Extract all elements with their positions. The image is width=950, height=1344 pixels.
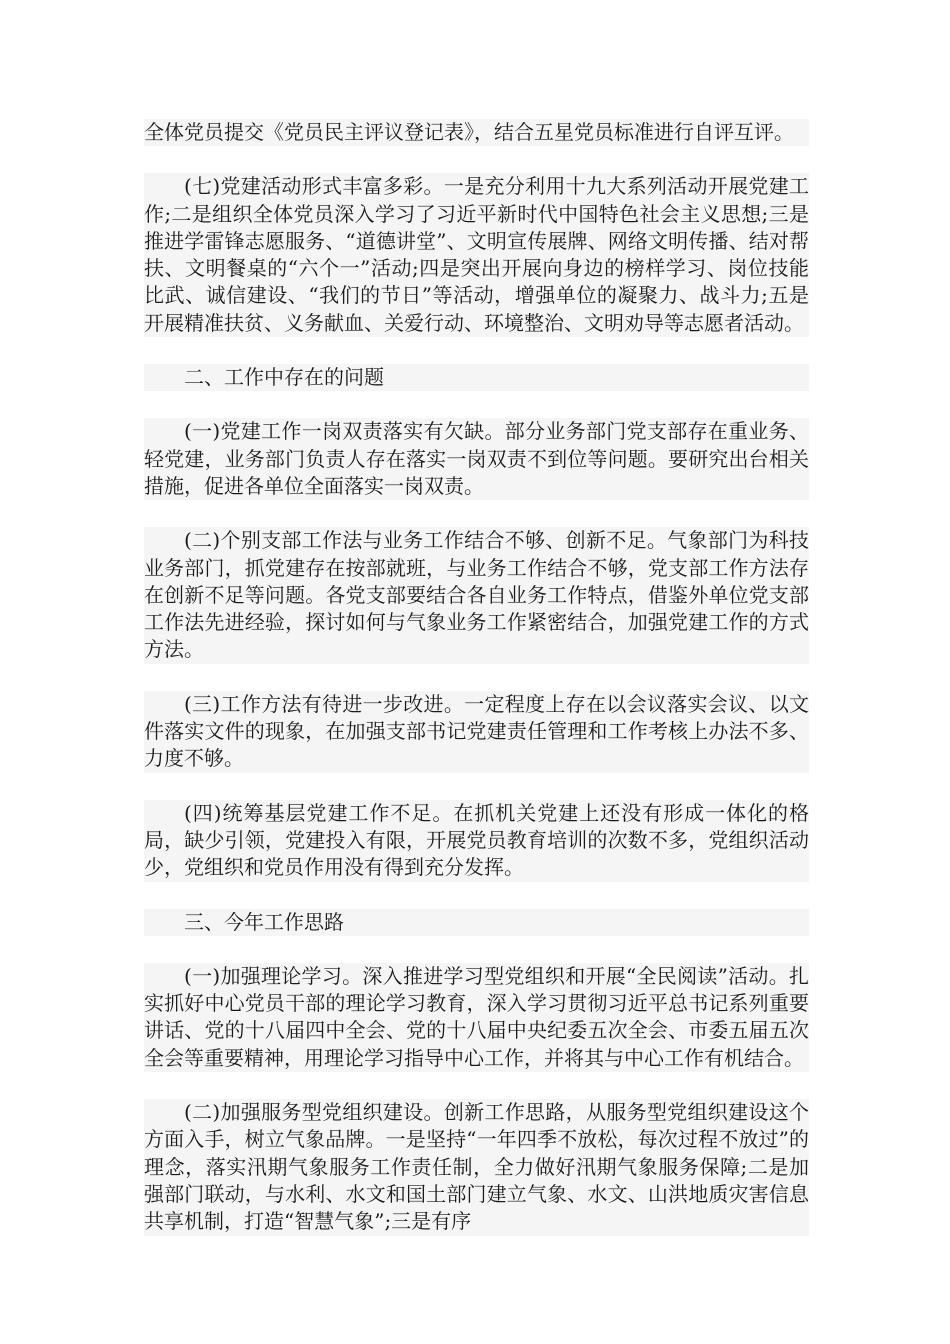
paragraph-block bbox=[144, 119, 809, 146]
document-page bbox=[144, 119, 809, 1263]
paragraph-problem-3: (三)工作方法有待进一步改进。一定程度上存在以会议落实会议、以文件落实文件的现象，在加强支部书记党建责任管理和工作考核上办法不多、力度不够。 bbox=[144, 691, 809, 771]
heading-block bbox=[144, 364, 809, 391]
section-heading-problems: 二、工作中存在的问题 bbox=[184, 365, 384, 390]
paragraph-block bbox=[144, 691, 809, 773]
paragraph-problem-2: (二)个别支部工作法与业务工作结合不够、创新不足。气象部门为科技业务部门，抓党建存在按部就班，与业务工作结合不够，党支部工作方法存在创新不足等问题。各党支部要结合各自业务工作特点，借鉴外单位党支部工作法先进经验，探讨如何与气象业务工作紧密结合，加强党建工作的方式方法。 bbox=[144, 528, 809, 662]
paragraph-problem-1: (一)党建工作一岗双责落实有欠缺。部分业务部门党支部存在重业务、轻党建，业务部门负责人存在落实一岗双责不到位等问题。要研究出台相关措施，促进各单位全面落实一岗双责。 bbox=[144, 419, 809, 498]
paragraph-continuation: 全体党员提交《党员民主评议登记表》，结合五星党员标准进行自评互评。 bbox=[144, 120, 794, 144]
paragraph-plan-1: (一)加强理论学习。深入推进学习型党组织和开展“全民阅读”活动。扎实抓好中心党员干部的理论学习教育，深入学习贯彻习近平总书记系列重要讲话、党的十八届四中全会、党的十八届中央纪委五次全会、市委五届五次全会等重要精神，用理论学习指导中心工作，并将其与中心工作有机结合。 bbox=[144, 963, 809, 1070]
section-heading-plans: 三、今年工作思路 bbox=[184, 909, 344, 934]
paragraph-problem-4: (四)统筹基层党建工作不足。在抓机关党建上还没有形成一体化的格局，缺少引领，党建投入有限，开展党员教育培训的次数不多，党组织活动少，党组织和党员作用没有得到充分发挥。 bbox=[144, 800, 809, 880]
paragraph-block bbox=[144, 527, 809, 663]
paragraph-party-activities: (七)党建活动形式丰富多彩。一是充分利用十九大系列活动开展党建工作;二是组织全体党员深入学习了习近平新时代中国特色社会主义思想;三是推进学雷锋志愿服务、“道德讲堂”、文明宣传展牌、网络文明传播、结对帮扶、文明餐桌的“六个一”活动;四是突出开展向身边的榜样学习、岗位技能比武、诚信建设、“我们的节日”等活动，增强单位的凝聚力、战斗力;五是开展精准扶贫、义务献血、关爱行动、环境整治、文明劝导等志愿者活动。 bbox=[144, 174, 809, 335]
paragraph-plan-2: (二)加强服务型党组织建设。创新工作思路，从服务型党组织建设这个方面入手，树立气象品牌。一是坚持“一年四季不放松，每次过程不放过”的理念，落实汛期气象服务工作责任制，全力做好汛期气象服务保障;二是加强部门联动，与水利、水文和国土部门建立气象、水文、山洪地质灾害信息共享机制，打造“智慧气象”;三是有序 bbox=[144, 1100, 809, 1234]
paragraph-block bbox=[144, 418, 809, 500]
paragraph-block bbox=[144, 800, 809, 882]
paragraph-block bbox=[144, 1099, 809, 1235]
paragraph-block bbox=[144, 963, 809, 1072]
heading-block bbox=[144, 909, 809, 936]
paragraph-block bbox=[144, 173, 809, 337]
